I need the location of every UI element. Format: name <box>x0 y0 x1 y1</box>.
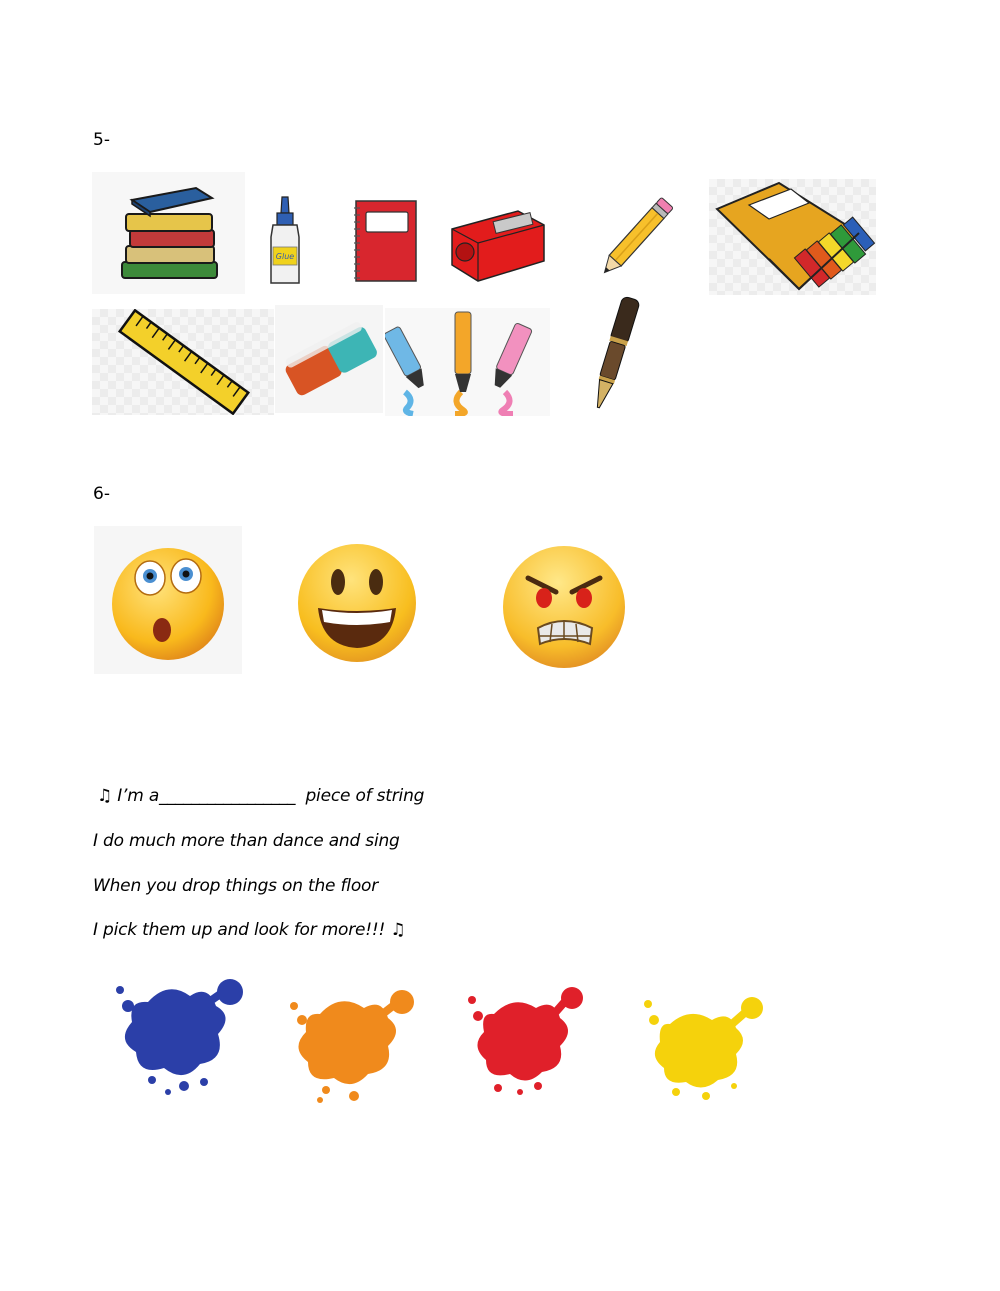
pencil-icon <box>588 192 684 286</box>
notebook-icon <box>350 198 420 284</box>
song-line-4: I pick them up and look for more!!! ♫ <box>93 920 406 940</box>
glue-bottle-icon <box>265 193 305 288</box>
angry-face-icon <box>500 544 628 670</box>
song-line-1 <box>97 786 424 806</box>
eraser-icon <box>275 305 383 413</box>
red-paint-splash-icon <box>458 976 590 1102</box>
surprised-face-icon <box>94 526 242 674</box>
song-line-1-suffix: piece of string <box>305 786 425 806</box>
song-line-3: When you drop things on the floor <box>93 876 379 896</box>
happy-face-icon <box>296 542 418 664</box>
ruler-icon <box>92 309 274 415</box>
answer-blank[interactable]: _________________ <box>159 786 296 806</box>
highlighters-icon <box>385 308 550 416</box>
glue-label: Glue <box>275 252 295 261</box>
fountain-pen-icon <box>580 294 650 412</box>
blue-paint-splash-icon <box>108 960 250 1100</box>
yellow-paint-splash-icon <box>636 990 768 1106</box>
question-6-label: 6- <box>93 484 110 504</box>
song-line-2: I do much more than dance and sing <box>93 831 400 851</box>
question-5-label: 5- <box>93 130 110 150</box>
crayons-box-icon <box>709 179 876 295</box>
sharpener-icon <box>448 205 548 285</box>
song-line-1-prefix: ♫ I’m a <box>97 786 160 806</box>
books-icon <box>92 172 245 294</box>
orange-paint-splash-icon <box>280 976 422 1106</box>
